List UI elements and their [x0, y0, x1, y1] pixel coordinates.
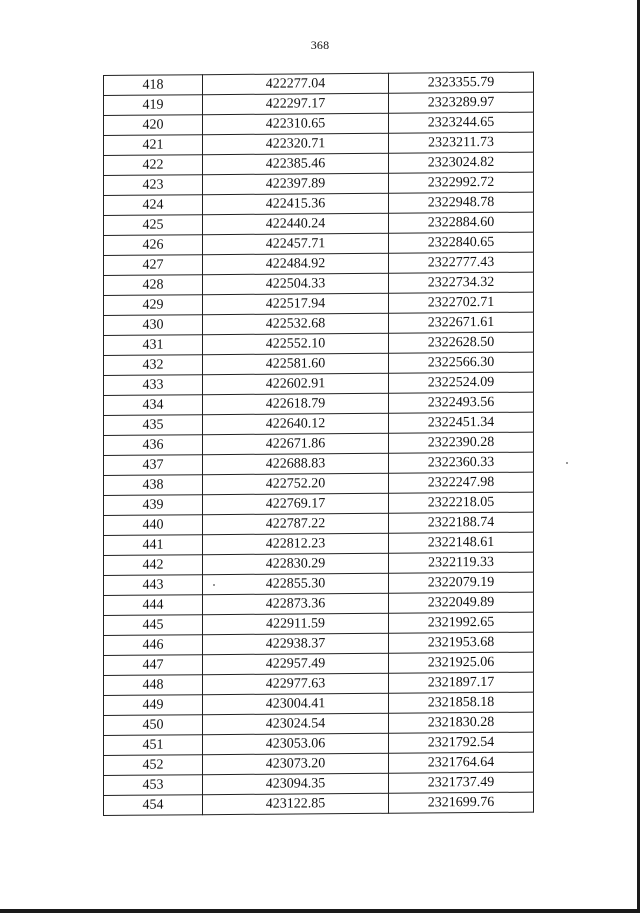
table-row	[104, 232, 534, 255]
table-row	[104, 72, 534, 95]
y-coordinate-cell: 2323289.97	[389, 92, 534, 113]
x-coordinate-cell: 422830.29	[203, 553, 389, 574]
y-coordinate-cell: 2321699.76	[389, 792, 534, 813]
table-row	[104, 312, 534, 335]
x-coordinate-cell: 422457.71	[203, 233, 389, 254]
x-coordinate-cell: 422310.65	[203, 113, 389, 134]
y-coordinate-cell: 2321858.18	[389, 692, 534, 713]
table-row	[104, 752, 534, 775]
table-row	[104, 492, 534, 515]
y-coordinate-cell: 2321953.68	[389, 632, 534, 653]
page-number: 368	[310, 38, 330, 52]
point-number-cell: 419	[104, 95, 203, 116]
point-number-cell: 434	[104, 395, 203, 416]
y-coordinate-cell: 2322777.43	[389, 252, 534, 273]
x-coordinate-cell: 422769.17	[203, 493, 389, 514]
y-coordinate-cell: 2322948.78	[389, 192, 534, 213]
x-coordinate-cell: 422320.71	[203, 133, 389, 154]
coordinate-table	[103, 72, 534, 816]
y-coordinate-cell: 2321792.54	[389, 732, 534, 753]
x-coordinate-cell: 422385.46	[203, 153, 389, 174]
table-row	[104, 532, 534, 555]
y-coordinate-cell: 2322119.33	[389, 552, 534, 573]
x-coordinate-cell: 422812.23	[203, 533, 389, 554]
y-coordinate-cell: 2322390.28	[389, 432, 534, 453]
point-number-cell: 428	[104, 275, 203, 296]
point-number-cell: 439	[104, 495, 203, 516]
x-coordinate-cell: 423094.35	[203, 773, 389, 794]
point-number-cell: 431	[104, 335, 203, 356]
y-coordinate-cell: 2322992.72	[389, 172, 534, 193]
x-coordinate-cell: 422552.10	[203, 333, 389, 354]
x-coordinate-cell: 422671.86	[203, 433, 389, 454]
y-coordinate-cell: 2321764.64	[389, 752, 534, 773]
x-coordinate-cell: 422855.30	[203, 573, 389, 594]
point-number-cell: 437	[104, 455, 203, 476]
point-number-cell: 425	[104, 215, 203, 236]
table-row	[104, 112, 534, 135]
x-coordinate-cell: 422532.68	[203, 313, 389, 334]
x-coordinate-cell: 423073.20	[203, 753, 389, 774]
x-coordinate-cell: 422504.33	[203, 273, 389, 294]
table-row	[104, 712, 534, 735]
scan-speck	[213, 584, 215, 586]
point-number-cell: 449	[104, 695, 203, 716]
point-number-cell: 427	[104, 255, 203, 276]
point-number-cell: 423	[104, 175, 203, 196]
x-coordinate-cell: 422484.92	[203, 253, 389, 274]
point-number-cell: 418	[104, 75, 203, 96]
table-row	[104, 432, 534, 455]
y-coordinate-cell: 2321897.17	[389, 672, 534, 693]
table-row	[104, 152, 534, 175]
y-coordinate-cell: 2321830.28	[389, 712, 534, 733]
point-number-cell: 447	[104, 655, 203, 676]
table-row	[104, 612, 534, 635]
point-number-cell: 450	[104, 715, 203, 736]
table-row	[104, 732, 534, 755]
x-coordinate-cell: 422957.49	[203, 653, 389, 674]
table-row	[104, 512, 534, 535]
x-coordinate-cell: 422873.36	[203, 593, 389, 614]
table-row	[104, 472, 534, 495]
y-coordinate-cell: 2322079.19	[389, 572, 534, 593]
y-coordinate-cell: 2321925.06	[389, 652, 534, 673]
x-coordinate-cell: 423024.54	[203, 713, 389, 734]
y-coordinate-cell: 2322524.09	[389, 372, 534, 393]
x-coordinate-cell: 422640.12	[203, 413, 389, 434]
x-coordinate-cell: 422787.22	[203, 513, 389, 534]
table-row	[104, 272, 534, 295]
table-row	[104, 572, 534, 595]
point-number-cell: 452	[104, 755, 203, 776]
point-number-cell: 424	[104, 195, 203, 216]
x-coordinate-cell: 423004.41	[203, 693, 389, 714]
table-row	[104, 452, 534, 475]
point-number-cell: 435	[104, 415, 203, 436]
table-row	[104, 172, 534, 195]
y-coordinate-cell: 2323024.82	[389, 152, 534, 173]
x-coordinate-cell: 422277.04	[203, 73, 389, 94]
point-number-cell: 451	[104, 735, 203, 756]
y-coordinate-cell: 2321737.49	[389, 772, 534, 793]
point-number-cell: 453	[104, 775, 203, 796]
x-coordinate-cell: 422297.17	[203, 93, 389, 114]
point-number-cell: 421	[104, 135, 203, 156]
table-row	[104, 552, 534, 575]
table-row	[104, 352, 534, 375]
x-coordinate-cell: 422911.59	[203, 613, 389, 634]
point-number-cell: 422	[104, 155, 203, 176]
table-row	[104, 132, 534, 155]
y-coordinate-cell: 2322247.98	[389, 472, 534, 493]
x-coordinate-cell: 422977.63	[203, 673, 389, 694]
table-row	[104, 212, 534, 235]
y-coordinate-cell: 2322493.56	[389, 392, 534, 413]
x-coordinate-cell: 422581.60	[203, 353, 389, 374]
x-coordinate-cell: 422602.91	[203, 373, 389, 394]
table-row	[104, 652, 534, 675]
x-coordinate-cell: 422397.89	[203, 173, 389, 194]
point-number-cell: 443	[104, 575, 203, 596]
x-coordinate-cell: 422517.94	[203, 293, 389, 314]
point-number-cell: 426	[104, 235, 203, 256]
point-number-cell: 445	[104, 615, 203, 636]
table-row	[104, 592, 534, 615]
point-number-cell: 429	[104, 295, 203, 316]
table-row	[104, 792, 534, 815]
y-coordinate-cell: 2322671.61	[389, 312, 534, 333]
y-coordinate-cell: 2322451.34	[389, 412, 534, 433]
x-coordinate-cell: 422440.24	[203, 213, 389, 234]
table-row	[104, 192, 534, 215]
y-coordinate-cell: 2321992.65	[389, 612, 534, 633]
x-coordinate-cell: 422938.37	[203, 633, 389, 654]
table-row	[104, 672, 534, 695]
y-coordinate-cell: 2323244.65	[389, 112, 534, 133]
y-coordinate-cell: 2323355.79	[389, 72, 534, 93]
y-coordinate-cell: 2322566.30	[389, 352, 534, 373]
x-coordinate-cell: 422618.79	[203, 393, 389, 414]
point-number-cell: 444	[104, 595, 203, 616]
scan-edge-bottom	[0, 909, 640, 913]
point-number-cell: 436	[104, 435, 203, 456]
table-row	[104, 252, 534, 275]
y-coordinate-cell: 2323211.73	[389, 132, 534, 153]
point-number-cell: 433	[104, 375, 203, 396]
table-row	[104, 772, 534, 795]
table-row	[104, 372, 534, 395]
y-coordinate-cell: 2322049.89	[389, 592, 534, 613]
table-row	[104, 92, 534, 115]
y-coordinate-cell: 2322360.33	[389, 452, 534, 473]
point-number-cell: 441	[104, 535, 203, 556]
coordinate-table-body	[104, 72, 534, 815]
table-row	[104, 392, 534, 415]
scan-speck	[566, 462, 568, 464]
table-row	[104, 692, 534, 715]
table-row	[104, 292, 534, 315]
y-coordinate-cell: 2322188.74	[389, 512, 534, 533]
x-coordinate-cell: 422415.36	[203, 193, 389, 214]
x-coordinate-cell: 422688.83	[203, 453, 389, 474]
y-coordinate-cell: 2322628.50	[389, 332, 534, 353]
point-number-cell: 446	[104, 635, 203, 656]
point-number-cell: 454	[104, 795, 203, 816]
y-coordinate-cell: 2322218.05	[389, 492, 534, 513]
y-coordinate-cell: 2322884.60	[389, 212, 534, 233]
table-row	[104, 412, 534, 435]
x-coordinate-cell: 422752.20	[203, 473, 389, 494]
point-number-cell: 438	[104, 475, 203, 496]
y-coordinate-cell: 2322734.32	[389, 272, 534, 293]
point-number-cell: 430	[104, 315, 203, 336]
table-row	[104, 332, 534, 355]
y-coordinate-cell: 2322840.65	[389, 232, 534, 253]
x-coordinate-cell: 423053.06	[203, 733, 389, 754]
y-coordinate-cell: 2322148.61	[389, 532, 534, 553]
y-coordinate-cell: 2322702.71	[389, 292, 534, 313]
point-number-cell: 432	[104, 355, 203, 376]
point-number-cell: 442	[104, 555, 203, 576]
point-number-cell: 420	[104, 115, 203, 136]
point-number-cell: 448	[104, 675, 203, 696]
table-row	[104, 632, 534, 655]
x-coordinate-cell: 423122.85	[203, 793, 389, 814]
point-number-cell: 440	[104, 515, 203, 536]
